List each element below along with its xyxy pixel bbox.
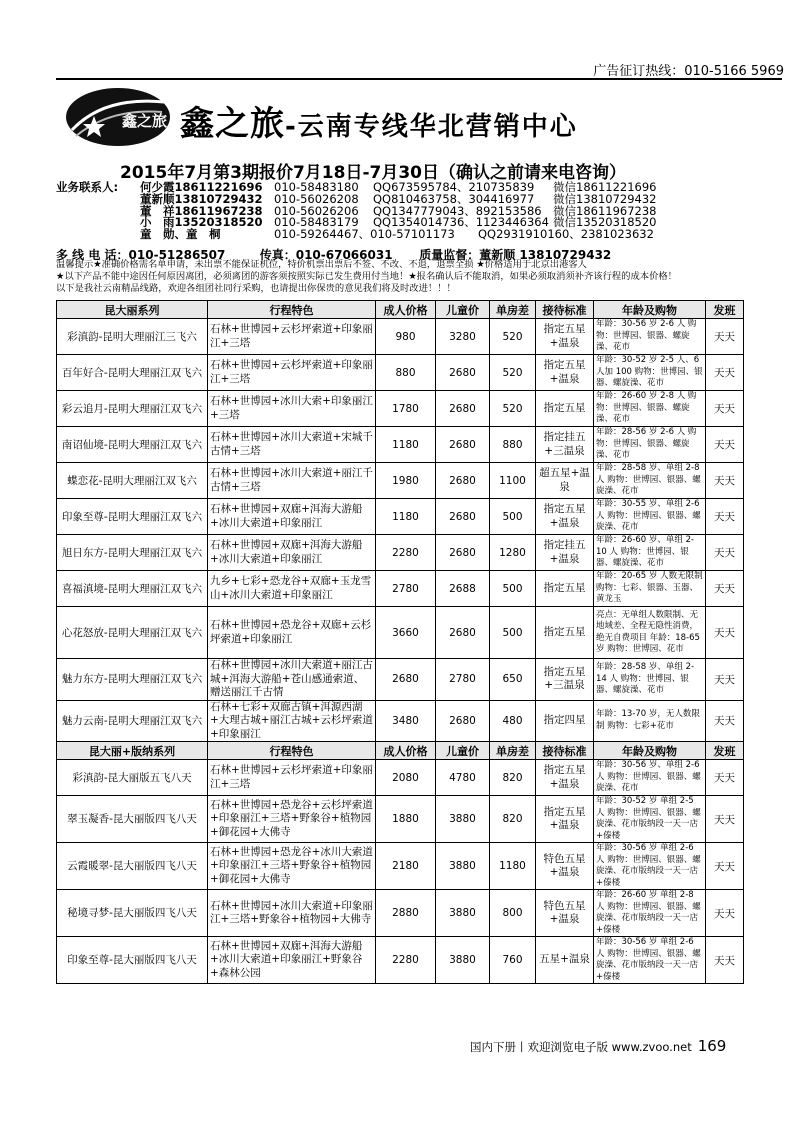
child-price: 2680: [436, 427, 490, 463]
contact-wx: 微信18611967238: [553, 203, 657, 218]
single-room-supplement: 760: [490, 937, 536, 984]
child-price: 2680: [436, 355, 490, 391]
contact-qq: QQ2931910160、2381023632: [478, 227, 654, 242]
departure: 天天: [706, 535, 744, 571]
hotel-standard: 特色五星+温泉: [536, 890, 594, 937]
tour-name: 魅力东方-昆明大理丽江双飞六: [57, 659, 208, 701]
departure: 天天: [706, 355, 744, 391]
age-and-shopping: 年龄：13-70 岁，无人数限制 购物：七彩+花市: [594, 700, 706, 742]
table-row: [57, 355, 744, 391]
tour-name: 蝶恋花-昆明大理丽江双飞六: [57, 463, 208, 499]
table-row: [57, 760, 744, 796]
departure: 天天: [706, 700, 744, 742]
adult-price: 2680: [376, 659, 436, 701]
age-and-shopping: 年龄：26-60 岁 单组 2-8 人 购物：世博园、银器、螺旋澡、花市版纳段一天一店+傣楼: [594, 890, 706, 937]
child-price-header: 儿童价: [436, 301, 490, 319]
contact-qq: QQ1354014736、1123446364: [373, 215, 549, 230]
tour-route: 石林+世博园+双廊+洱海大游船+冰川大索道+印象丽江: [208, 535, 376, 571]
footer-text: 国内下册丨欢迎浏览电子版 www.zvoo.net: [470, 1040, 692, 1054]
tour-name: 印象至尊-昆大丽版四飞八天: [57, 937, 208, 984]
tour-name: 彩滇韵-昆明大理丽江三飞六: [57, 319, 208, 355]
tour-route: 石林+世博园+云杉坪索道+印象丽江+三塔: [208, 760, 376, 796]
contact-list: [56, 182, 656, 241]
child-price: 2780: [436, 659, 490, 701]
adult-price: 1180: [376, 427, 436, 463]
hotel-standard: 指定五星: [536, 607, 594, 659]
contact-name: 董新顺13810729432: [140, 191, 263, 206]
table-header-row: [57, 742, 744, 760]
adult-price: 880: [376, 355, 436, 391]
tour-name: 印象至尊-昆明大理丽江双飞六: [57, 499, 208, 535]
hotel-standard: 五星+温泉: [536, 937, 594, 984]
tour-name: 秘境寻梦-昆大丽版四飞八天: [57, 890, 208, 937]
child-price: 3880: [436, 937, 490, 984]
adult-price: 1780: [376, 391, 436, 427]
departure: 天天: [706, 760, 744, 796]
table-row: [57, 700, 744, 742]
notice-line: 温馨提示★准确价格需名单申请，未出票不能保证机位，特价机票出票后不签、不改、不退，退票全损 ★价格适用于北京出港客人: [56, 259, 587, 270]
multi-line-phone: 多 线 电 话：010-51286507: [56, 248, 226, 262]
contact-tel: 010-56026208: [274, 191, 359, 206]
tour-route: 石林+世博园+云杉坪索道+印象丽江+三塔: [208, 319, 376, 355]
contact-qq: QQ810463758、304416977: [373, 191, 535, 206]
tour-name: 彩滇韵-昆大丽版五飞八天: [57, 760, 208, 796]
age-shopping-header: 年龄及购物: [594, 301, 706, 319]
hotel-standard: 指定五星+温泉: [536, 355, 594, 391]
single-room-supplement: 520: [490, 391, 536, 427]
age-and-shopping: 年龄：30-56 岁、单组 2-6 人 购物：世博园、银器、螺旋澡、花市: [594, 760, 706, 796]
fax: 传真：010-67066031: [259, 248, 393, 262]
contact-label: [56, 194, 140, 206]
tour-route: 九乡+七彩+恐龙谷+双廊+玉龙雪山+冰川大索道+印象丽江: [208, 571, 376, 607]
contact-qq: QQ673595784、210735839: [373, 180, 535, 194]
hotel-standard: 超五星+温泉: [536, 463, 594, 499]
single-room-supplement: 1180: [490, 843, 536, 890]
departure: 天天: [706, 463, 744, 499]
hotel-standard: 指定四星: [536, 700, 594, 742]
child-price: 2680: [436, 499, 490, 535]
notice-line: 以下是我社云南精品线路，欢迎各组团社同行采购，也请提出你保贵的意见我们将及时改进！！！: [56, 283, 456, 294]
route-header: 行程特色: [208, 301, 376, 319]
hotel-standard: 指定五星+温泉: [536, 319, 594, 355]
table-row: [57, 499, 744, 535]
hotel-standard: 指定五星: [536, 571, 594, 607]
age-and-shopping: 年龄：28-56 岁 2-6 人 购物：世博园、银器、螺旋澡、花市: [594, 427, 706, 463]
single-room-supplement: 480: [490, 700, 536, 742]
child-price: 2680: [436, 391, 490, 427]
page-number: 169: [697, 1037, 727, 1055]
adult-price: 2080: [376, 760, 436, 796]
child-price: 2680: [436, 463, 490, 499]
child-price: 2680: [436, 607, 490, 659]
tour-route: 石林+世博园+云杉坪索道+印象丽江+三塔: [208, 355, 376, 391]
adult-price: 2280: [376, 937, 436, 984]
child-price: 2680: [436, 535, 490, 571]
child-price: 4780: [436, 760, 490, 796]
single-room-supplement: 500: [490, 571, 536, 607]
age-and-shopping: 年龄：28-58 岁、单组 2-8 人 购物：世博园、银器、螺旋澡、花市: [594, 463, 706, 499]
single-room-supplement: 880: [490, 427, 536, 463]
tour-route: 石林+世博园+冰川大索道+印象丽江+三塔+野象谷+植物园+大佛寺: [208, 890, 376, 937]
contact-name: 小 雨13520318520: [140, 215, 263, 230]
table-row: [57, 463, 744, 499]
table-row: [57, 796, 744, 843]
tour-route: 石林+世博园+冰川大索道+丽江千古情+三塔: [208, 463, 376, 499]
brand-name: 鑫之旅: [180, 104, 285, 144]
series-header: 昆大丽+版纳系列: [57, 742, 208, 760]
hotel-standard: 指定五星+温泉: [536, 796, 594, 843]
brand-title: [180, 96, 578, 145]
age-and-shopping: 年龄：30-55 岁、单组 2-6 人 购物：世博园、银器、螺旋澡、花市: [594, 499, 706, 535]
child-price: 3880: [436, 796, 490, 843]
age-and-shopping: 年龄：20-65 岁 人数无限制 购物：七彩、银器、玉器、黄龙玉: [594, 571, 706, 607]
contact-name: 董 祥18611967238: [140, 203, 263, 218]
departure: 天天: [706, 391, 744, 427]
age-and-shopping: 年龄：26-60 岁、单组 2-10 人 购物：世博园、银器、螺旋澡、花市: [594, 535, 706, 571]
departure: 天天: [706, 427, 744, 463]
hotel-standard: 指定五星: [536, 391, 594, 427]
child-price: 2680: [436, 700, 490, 742]
contact-tel: 010-58483179: [274, 215, 359, 230]
age-and-shopping: 年龄：30-56 岁 单组 2-6 人 购物：世博园、银器、螺旋澡、花市版纳段一天一店+傣楼: [594, 937, 706, 984]
single-room-supplement: 500: [490, 607, 536, 659]
contact-wx: 微信18611221696: [553, 180, 657, 194]
departure-header: 发班: [706, 301, 744, 319]
contact-name: 何少霞18611221696: [140, 180, 263, 194]
single-room-supplement: 500: [490, 499, 536, 535]
hotel-standard: 指定五星+温泉: [536, 760, 594, 796]
age-and-shopping: 年龄：30-56 岁 2-6 人 购物：世博园、银器、螺旋澡、花市: [594, 319, 706, 355]
contact-row: [56, 229, 656, 241]
tour-name: 喜福滇境-昆明大理丽江双飞六: [57, 571, 208, 607]
adult-price: 3480: [376, 700, 436, 742]
contact-wx: 微信13520318520: [553, 215, 657, 230]
tour-route: 石林+世博园+冰川大索+印象丽江+三塔: [208, 391, 376, 427]
departure: 天天: [706, 499, 744, 535]
table-row: [57, 535, 744, 571]
tour-route: 石林+七彩+双廊古镇+洱源西湖+大理古城+丽江古城+云杉坪索道+印象丽江: [208, 700, 376, 742]
adult-price: 1880: [376, 796, 436, 843]
tour-name: 云霞暖翠-昆大丽版四飞八天: [57, 843, 208, 890]
adult-price: 3660: [376, 607, 436, 659]
adult-price: 2780: [376, 571, 436, 607]
table-header-row: [57, 301, 744, 319]
series-header: 昆大丽系列: [57, 301, 208, 319]
adult-price: 2280: [376, 535, 436, 571]
tour-route: 石林+世博园+恐龙谷+冰川大索道+印象丽江+三塔+野象谷+植物园+御花园+大佛寺: [208, 843, 376, 890]
age-and-shopping: 年龄：30-52 岁 单组 2-5 人 购物：世博园、银器、螺旋澡、花市版纳段一天一店+傣楼: [594, 796, 706, 843]
notice-block: [56, 259, 677, 295]
brand-header: [58, 82, 782, 150]
hotel-standard: 指定挂五+温泉: [536, 535, 594, 571]
age-and-shopping: 年龄：28-58 岁、单组 2-14 人 购物：世博园、银器、螺旋澡、花市: [594, 659, 706, 701]
brand-logo: [64, 86, 172, 148]
departure: 天天: [706, 796, 744, 843]
contact-label: [56, 229, 140, 241]
page-footer: [470, 1037, 726, 1055]
tour-name: 百年好合-昆明大理丽江双飞六: [57, 355, 208, 391]
child-price-header: 儿童价: [436, 742, 490, 760]
tour-name: 翠玉凝香-昆大丽版四飞八天: [57, 796, 208, 843]
child-price: 3880: [436, 890, 490, 937]
table-row: [57, 319, 744, 355]
table-row: [57, 890, 744, 937]
contact-label: [56, 217, 140, 229]
quality-supervisor: 质量监督：董新顺 13810729432: [419, 248, 612, 262]
contact-label: 业务联系人:: [56, 180, 119, 194]
departure: 天天: [706, 659, 744, 701]
top-divider: [56, 78, 782, 80]
standard-header: 接待标准: [536, 301, 594, 319]
notice-line: ★以下产品不能中途因任何原因离团，必须离团的游客须按照实际已发生费用付当地！★报名确认后不能取消，如果必须取消须补齐该行程的成本价格！: [56, 271, 677, 282]
child-price: 3280: [436, 319, 490, 355]
single-room-supplement: 800: [490, 890, 536, 937]
logo-text: 鑫之旅: [122, 112, 168, 130]
tour-name: 南诏仙境-昆明大理丽江双飞六: [57, 427, 208, 463]
departure: 天天: [706, 571, 744, 607]
age-and-shopping: 年龄：30-56 岁 单组 2-6 人 购物：世博园、银器、螺旋澡、花市版纳段一天一店+傣楼: [594, 843, 706, 890]
departure: 天天: [706, 937, 744, 984]
single-room-supplement: 650: [490, 659, 536, 701]
adult-price: 2180: [376, 843, 436, 890]
tour-name: 魅力云南-昆明大理丽江双飞六: [57, 700, 208, 742]
single-room-supplement: 820: [490, 796, 536, 843]
quote-period: 2015年7月第3期报价7月18日-7月30日（确认之前请来电咨询）: [120, 163, 626, 183]
age-and-shopping: 年龄：30-52 岁 2-5 人、6 人加 100 购物：世博园、银器、螺旋澡、花市: [594, 355, 706, 391]
adult-price: 2880: [376, 890, 436, 937]
standard-header: 接待标准: [536, 742, 594, 760]
table-row: [57, 571, 744, 607]
hotel-standard: 指定五星+三温泉: [536, 659, 594, 701]
single-room-supplement: 820: [490, 760, 536, 796]
hotel-standard: 指定五星+温泉: [536, 499, 594, 535]
table-row: [57, 937, 744, 984]
single-room-header: 单房差: [490, 301, 536, 319]
age-and-shopping: 年龄：26-60 岁 2-8 人 购物：世博园、银器、螺旋澡、花市: [594, 391, 706, 427]
table-row: [57, 607, 744, 659]
single-room-supplement: 520: [490, 355, 536, 391]
table-row: [57, 391, 744, 427]
departure: 天天: [706, 607, 744, 659]
departure: 天天: [706, 843, 744, 890]
ad-hotline: 广告征订热线：010-5166 5969: [593, 64, 784, 79]
hotel-standard: 特色五星+温泉: [536, 843, 594, 890]
age-and-shopping: 亮点：无单组人数限制、无地域差、全程无隐性消费，绝无自费项目 年龄：18-65 岁 购物：世博园、花市: [594, 607, 706, 659]
table-row: [57, 659, 744, 701]
contact-label: [56, 206, 140, 218]
adult-price: 980: [376, 319, 436, 355]
tour-route: 石林+世博园+恐龙谷+双廊+云杉坪索道+印象丽江: [208, 607, 376, 659]
adult-price-header: 成人价格: [376, 742, 436, 760]
tour-route: 石林+世博园+双廊+洱海大游船+冰川大索道+印象丽江: [208, 499, 376, 535]
table-row: [57, 843, 744, 890]
price-table: [56, 300, 744, 984]
tour-route: 石林+世博园+双廊+洱海大游船+冰川大索道+印象丽江+野象谷+森林公园: [208, 937, 376, 984]
departure: 天天: [706, 319, 744, 355]
route-header: 行程特色: [208, 742, 376, 760]
single-room-supplement: 1100: [490, 463, 536, 499]
table-row: [57, 427, 744, 463]
tour-name: 彩云追月-昆明大理丽江双飞六: [57, 391, 208, 427]
single-room-supplement: 1280: [490, 535, 536, 571]
departure: 天天: [706, 890, 744, 937]
contact-tel: 010-58483180: [274, 180, 359, 194]
single-room-header: 单房差: [490, 742, 536, 760]
contact-qq: QQ1347779043、892153586: [373, 203, 542, 218]
tour-name: 旭日东方-昆明大理丽江双飞六: [57, 535, 208, 571]
adult-price-header: 成人价格: [376, 301, 436, 319]
age-shopping-header: 年龄及购物: [594, 742, 706, 760]
tour-route: 石林+世博园+冰川大索道+丽江古城+洱海大游船+苍山感通索道、赠送丽江千古情: [208, 659, 376, 701]
contact-name: 童 勋、童 桐: [140, 227, 221, 242]
tour-route: 石林+世博园+恐龙谷+云杉坪索道+印象丽江+三塔+野象谷+植物园+御花园+大佛寺: [208, 796, 376, 843]
adult-price: 1180: [376, 499, 436, 535]
child-price: 3880: [436, 843, 490, 890]
adult-price: 1980: [376, 463, 436, 499]
contact-tel: 010-59264467、010-57101173: [274, 227, 455, 242]
contact-wx: 微信13810729432: [553, 191, 657, 206]
departure-header: 发班: [706, 742, 744, 760]
single-room-supplement: 520: [490, 319, 536, 355]
hotel-standard: 指定挂五+三温泉: [536, 427, 594, 463]
tour-route: 石林+世博园+冰川大索道+宋城千古情+三塔: [208, 427, 376, 463]
contact-tel: 010-56026206: [274, 203, 359, 218]
tour-name: 心花怒放-昆明大理丽江双飞六: [57, 607, 208, 659]
child-price: 2688: [436, 571, 490, 607]
brand-subtitle: -云南专线华北营销中心: [285, 112, 578, 142]
